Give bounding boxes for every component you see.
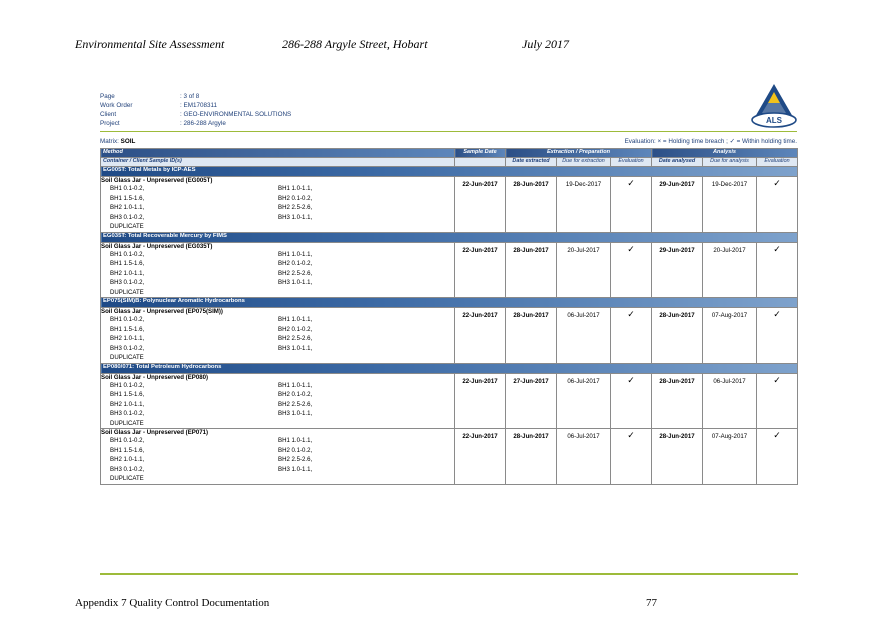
col-evaluation-1: Evaluation <box>611 158 652 167</box>
table-header-row <box>101 149 798 158</box>
due-extraction: 19-Dec-2017 <box>557 177 611 233</box>
sample-id: BH1 1.5-1.6, <box>110 391 145 398</box>
date-extracted: 27-Jun-2017 <box>506 373 557 429</box>
holding-time-table <box>100 148 798 485</box>
matrix-label <box>100 138 135 145</box>
info-label: Work Order <box>100 102 133 109</box>
info-value: : 3 of 8 <box>180 93 200 100</box>
sample-date: 22-Jun-2017 <box>455 308 506 364</box>
sample-id: BH2 1.0-1.1, <box>110 400 145 408</box>
col-due-analysis: Due for analysis <box>703 158 757 167</box>
check-icon: ✓ <box>757 429 798 485</box>
sample-id: BH1 1.0-1.1, <box>278 250 313 258</box>
sample-date: 22-Jun-2017 <box>455 242 506 298</box>
sample-id: BH2 1.0-1.1, <box>110 269 145 277</box>
info-value: : 286-288 Argyle <box>180 120 226 127</box>
sample-id: BH3 0.1-0.2, <box>110 410 145 417</box>
due-extraction: 20-Jul-2017 <box>557 242 611 298</box>
sample-id: BH1 1.5-1.6, <box>110 260 145 267</box>
col-blank <box>455 158 506 167</box>
sample-id: BH2 0.1-0.2, <box>278 391 313 398</box>
section-row <box>101 232 798 242</box>
matrix-value: SOIL <box>120 138 136 145</box>
table-body <box>101 167 798 485</box>
sample-id: BH3 0.1-0.2, <box>110 213 145 221</box>
sample-id: BH3 1.0-1.1, <box>278 344 313 352</box>
als-logo-icon <box>750 83 798 129</box>
due-extraction: 06-Jul-2017 <box>557 308 611 364</box>
col-analysis: Analysis <box>652 149 798 158</box>
sample-list <box>110 436 452 484</box>
sample-id: BH1 0.1-0.2, <box>110 185 145 192</box>
sample-id: BH2 0.1-0.2, <box>278 260 313 267</box>
sample-id: DUPLICATE <box>110 354 144 361</box>
check-icon: ✓ <box>611 429 652 485</box>
sample-id: BH2 0.1-0.2, <box>278 325 313 333</box>
sample-id: BH2 2.5-2.6, <box>278 269 313 277</box>
sample-list <box>110 315 452 363</box>
due-extraction: 06-Jul-2017 <box>557 429 611 485</box>
sample-id: BH3 0.1-0.2, <box>110 465 145 473</box>
info-row <box>100 119 291 128</box>
sample-id: BH2 1.0-1.1, <box>110 456 145 463</box>
date-extracted: 28-Jun-2017 <box>506 308 557 364</box>
due-analysis: 06-Jul-2017 <box>703 373 757 429</box>
info-row <box>100 101 291 110</box>
container-cell <box>101 177 455 233</box>
sample-list <box>110 381 452 429</box>
check-icon: ✓ <box>757 242 798 298</box>
sample-date: 22-Jun-2017 <box>455 429 506 485</box>
bottom-rule <box>100 573 798 575</box>
container-label: Soil Glass Jar - Unpreserved (EG005T) <box>101 177 213 184</box>
table-row <box>101 242 798 298</box>
footer-label: Appendix 7 Quality Control Documentation <box>75 597 270 609</box>
matrix-label-text: Matrix: <box>100 138 119 145</box>
sample-date: 22-Jun-2017 <box>455 177 506 233</box>
table-row <box>101 308 798 364</box>
sample-id: DUPLICATE <box>110 288 144 296</box>
date-analysed: 28-Jun-2017 <box>652 373 703 429</box>
col-evaluation-2: Evaluation <box>757 158 798 167</box>
sample-id: BH1 1.5-1.6, <box>110 194 145 202</box>
top-rule <box>100 131 797 132</box>
container-cell <box>101 373 455 429</box>
sample-id: BH1 0.1-0.2, <box>110 316 145 323</box>
sample-id: BH1 0.1-0.2, <box>110 250 145 258</box>
sample-id: BH2 1.0-1.1, <box>110 204 145 211</box>
footer-page-number: 77 <box>646 597 657 609</box>
col-due-extraction: Due for extraction <box>557 158 611 167</box>
report-info <box>100 92 291 128</box>
sample-id: BH3 0.1-0.2, <box>110 279 145 286</box>
sample-id: BH1 1.0-1.1, <box>278 185 313 192</box>
container-cell <box>101 308 455 364</box>
matrix-line <box>100 138 797 145</box>
header-doc-title: Environmental Site Assessment <box>75 37 225 51</box>
container-label: Soil Glass Jar - Unpreserved (EP075(SIM)) <box>101 308 223 315</box>
table-row <box>101 429 798 485</box>
date-analysed: 28-Jun-2017 <box>652 429 703 485</box>
section-row <box>101 167 798 177</box>
date-extracted: 28-Jun-2017 <box>506 177 557 233</box>
sample-date: 22-Jun-2017 <box>455 373 506 429</box>
container-label: Soil Glass Jar - Unpreserved (EP071) <box>101 429 209 436</box>
check-icon: ✓ <box>757 308 798 364</box>
sample-id: BH1 1.5-1.6, <box>110 325 145 333</box>
date-analysed: 28-Jun-2017 <box>652 308 703 364</box>
table-row <box>101 177 798 233</box>
sample-id: BH2 0.1-0.2, <box>278 194 313 202</box>
sample-id: BH2 2.5-2.6, <box>278 335 313 342</box>
info-label: Client <box>100 111 117 118</box>
check-icon: ✓ <box>611 308 652 364</box>
section-row <box>101 363 798 373</box>
info-label: Project <box>100 120 120 127</box>
sample-id: BH1 1.0-1.1, <box>278 381 313 389</box>
sample-id: BH3 1.0-1.1, <box>278 279 313 286</box>
check-icon: ✓ <box>611 373 652 429</box>
section-title: EG035T: Total Recoverable Mercury by FIMS <box>101 232 798 242</box>
table-subheader-row <box>101 158 798 167</box>
check-icon: ✓ <box>611 242 652 298</box>
check-icon: ✓ <box>611 177 652 233</box>
due-analysis: 19-Dec-2017 <box>703 177 757 233</box>
container-label: Soil Glass Jar - Unpreserved (EP080) <box>101 373 209 381</box>
table-row <box>101 373 798 429</box>
check-icon: ✓ <box>757 373 798 429</box>
sample-id: BH3 0.1-0.2, <box>110 344 145 352</box>
info-label: Page <box>100 93 115 100</box>
logo-text: ALS <box>766 116 782 125</box>
sample-id: BH2 2.5-2.6, <box>278 400 313 408</box>
section-title: EG005T: Total Metals by ICP-AES <box>101 167 798 177</box>
sample-id: BH1 1.5-1.6, <box>110 446 145 454</box>
info-row <box>100 92 291 101</box>
col-date-analysed: Date analysed <box>652 158 703 167</box>
section-row <box>101 298 798 308</box>
container-label: Soil Glass Jar - Unpreserved (EG035T) <box>101 242 213 250</box>
sample-id: BH1 0.1-0.2, <box>110 381 145 389</box>
container-cell <box>101 242 455 298</box>
col-method: Method <box>101 149 455 158</box>
sample-id: BH2 1.0-1.1, <box>110 335 145 342</box>
date-analysed: 29-Jun-2017 <box>652 177 703 233</box>
col-sample-date: Sample Date <box>455 149 506 158</box>
info-value: : GEO-ENVIRONMENTAL SOLUTIONS <box>180 111 292 118</box>
header-address: 286-288 Argyle Street, Hobart <box>282 37 428 51</box>
due-extraction: 06-Jul-2017 <box>557 373 611 429</box>
sample-id: BH3 1.0-1.1, <box>278 410 313 417</box>
sample-id: DUPLICATE <box>110 419 144 427</box>
col-extraction: Extraction / Preparation <box>506 149 652 158</box>
info-row <box>100 110 291 119</box>
check-icon: ✓ <box>757 177 798 233</box>
section-title: EP075(SIM)B: Polynuclear Aromatic Hydrocarbons <box>101 298 798 308</box>
sample-id: BH1 1.0-1.1, <box>278 437 313 444</box>
sample-id: BH2 2.5-2.6, <box>278 204 313 211</box>
container-cell <box>101 429 455 485</box>
sample-id: BH1 0.1-0.2, <box>110 437 145 444</box>
due-analysis: 20-Jul-2017 <box>703 242 757 298</box>
info-value: : EM1708311 <box>180 102 217 109</box>
date-analysed: 29-Jun-2017 <box>652 242 703 298</box>
sample-list <box>110 250 452 298</box>
due-analysis: 07-Aug-2017 <box>703 429 757 485</box>
sample-id: BH2 2.5-2.6, <box>278 456 313 463</box>
sample-id: BH3 1.0-1.1, <box>278 465 313 473</box>
sample-id: DUPLICATE <box>110 223 144 230</box>
sample-list <box>110 184 452 232</box>
sample-id: BH1 1.0-1.1, <box>278 316 313 323</box>
date-extracted: 28-Jun-2017 <box>506 429 557 485</box>
section-title: EP080/071: Total Petroleum Hydrocarbons <box>101 363 798 373</box>
due-analysis: 07-Aug-2017 <box>703 308 757 364</box>
sample-id: BH2 0.1-0.2, <box>278 446 313 454</box>
date-extracted: 28-Jun-2017 <box>506 242 557 298</box>
col-date-extracted: Date extracted <box>506 158 557 167</box>
evaluation-legend: Evaluation: × = Holding time breach ; ✓ = Within holding time. <box>624 138 797 145</box>
sample-id: BH3 1.0-1.1, <box>278 213 313 221</box>
sample-id: DUPLICATE <box>110 475 144 482</box>
header-date: July 2017 <box>522 37 569 51</box>
col-container: Container / Client Sample ID(s) <box>101 158 455 167</box>
